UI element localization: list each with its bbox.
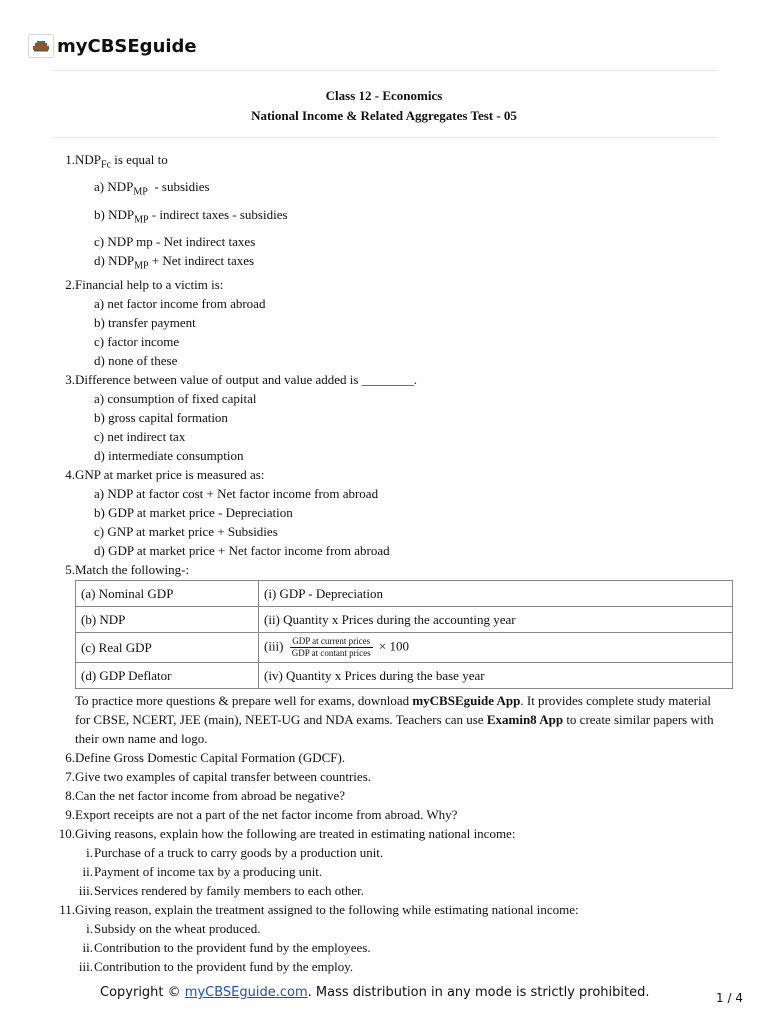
page-number: 1 / 4	[716, 991, 743, 1005]
title-divider	[52, 137, 718, 138]
question-8: 8. Can the net factor income from abroad be negative?	[65, 788, 345, 804]
table-cell: (iv) Quantity x Prices during the base year	[259, 663, 733, 689]
option: c) NDP mp - Net indirect taxes	[94, 233, 256, 249]
option: a) NDP at factor cost + Net factor income from abroad	[94, 486, 379, 502]
title-test: National Income & Related Aggregates Test - 05	[251, 108, 517, 123]
site-header	[28, 30, 197, 62]
table-row	[76, 633, 733, 663]
table-cell: (c) Real GDP	[76, 633, 259, 663]
table-cell: (d) GDP Deflator	[76, 663, 259, 689]
list-item: ii. Contribution to the provident fund by the employees.	[82, 940, 371, 956]
match-table	[75, 580, 733, 689]
option: b) transfer payment	[94, 315, 196, 331]
option: c) factor income	[94, 334, 180, 350]
fraction: $\frac{\text{GDP at current prices}}{\text{GDP at contant prices}}$	[291, 636, 371, 659]
site-link[interactable]: myCBSEguide.com	[184, 985, 308, 1000]
logo-icon	[28, 34, 54, 58]
question-1: 1. $NDP_{Fc}$ is equal to	[65, 152, 168, 171]
option: a) net factor income from abroad	[94, 296, 266, 312]
table-cell: (a) Nominal GDP	[76, 581, 259, 607]
question-6: 6. Define Gross Domestic Capital Formation (GDCF).	[65, 750, 346, 766]
question-11: 11. Giving reason, explain the treatment assigned to the following while estimating national income:	[59, 902, 579, 918]
question-9: 9. Export receipts are not a part of the net factor income from abroad. Why?	[65, 807, 458, 823]
option: d) $NDP_{MP}$ + Net indirect taxes	[94, 252, 255, 272]
list-item: ii. Payment of income tax by a producing unit.	[82, 864, 323, 880]
table-row	[76, 607, 733, 633]
option: d) GDP at market price + Net factor income from abroad	[94, 543, 390, 559]
question-7: 7. Give two examples of capital transfer between countries.	[65, 769, 371, 785]
title-class: Class 12 - Economics	[325, 88, 443, 103]
table-cell: (iii) $\frac{\text{GDP at current prices}}{\text{GDP at contant prices}}$ × 100	[259, 633, 733, 663]
option: c) net indirect tax	[94, 429, 186, 445]
question-5: 5. Match the following-:	[65, 562, 190, 578]
question-4: 4. GNP at market price is measured as:	[65, 467, 265, 483]
header-divider	[52, 70, 718, 71]
table-cell: (ii) Quantity x Prices during the accounting year	[259, 607, 733, 633]
table-row	[76, 663, 733, 689]
brand-name: myCBSEguide	[57, 35, 197, 57]
promo-text: To practice more questions & prepare well for exams, download myCBSEguide App. It provides complete study material for CBSE, NCERT, JEE (main), NEET-UG and NDA exams. Teachers can use Examin8 App to create similar papers with their own name and logo.	[75, 693, 714, 747]
option: b) $NDP_{MP}$ - indirect taxes - subsidies	[94, 207, 288, 226]
table-row	[76, 581, 733, 607]
list-item: i. Subsidy on the wheat produced.	[86, 921, 261, 937]
question-list	[0, 150, 768, 976]
copyright-footer: Copyright © myCBSEguide.com. Mass distribution in any mode is strictly prohibited.	[100, 985, 650, 1000]
option: d) none of these	[94, 353, 178, 369]
table-cell: (i) GDP - Depreciation	[259, 581, 733, 607]
question-3: 3. Difference between value of output and value added is ________.	[65, 372, 417, 388]
document-title	[0, 86, 768, 126]
option: a) $NDP_{MP}$ - subsidies	[94, 178, 210, 198]
option: d) intermediate consumption	[94, 448, 244, 464]
table-cell: (b) NDP	[76, 607, 259, 633]
option: b) gross capital formation	[94, 410, 228, 426]
question-10: 10. Giving reasons, explain how the following are treated in estimating national income:	[58, 826, 516, 842]
list-item: iii. Services rendered by family members to each other.	[78, 883, 365, 899]
option: a) consumption of fixed capital	[94, 391, 257, 407]
question-2: 2. Financial help to a victim is:	[65, 277, 224, 293]
option: c) GNP at market price + Subsidies	[94, 524, 278, 540]
list-item: i. Purchase of a truck to carry goods by a production unit.	[86, 845, 384, 861]
list-item: iii. Contribution to the provident fund by the employ.	[78, 959, 354, 975]
option: b) GDP at market price - Depreciation	[94, 505, 293, 521]
